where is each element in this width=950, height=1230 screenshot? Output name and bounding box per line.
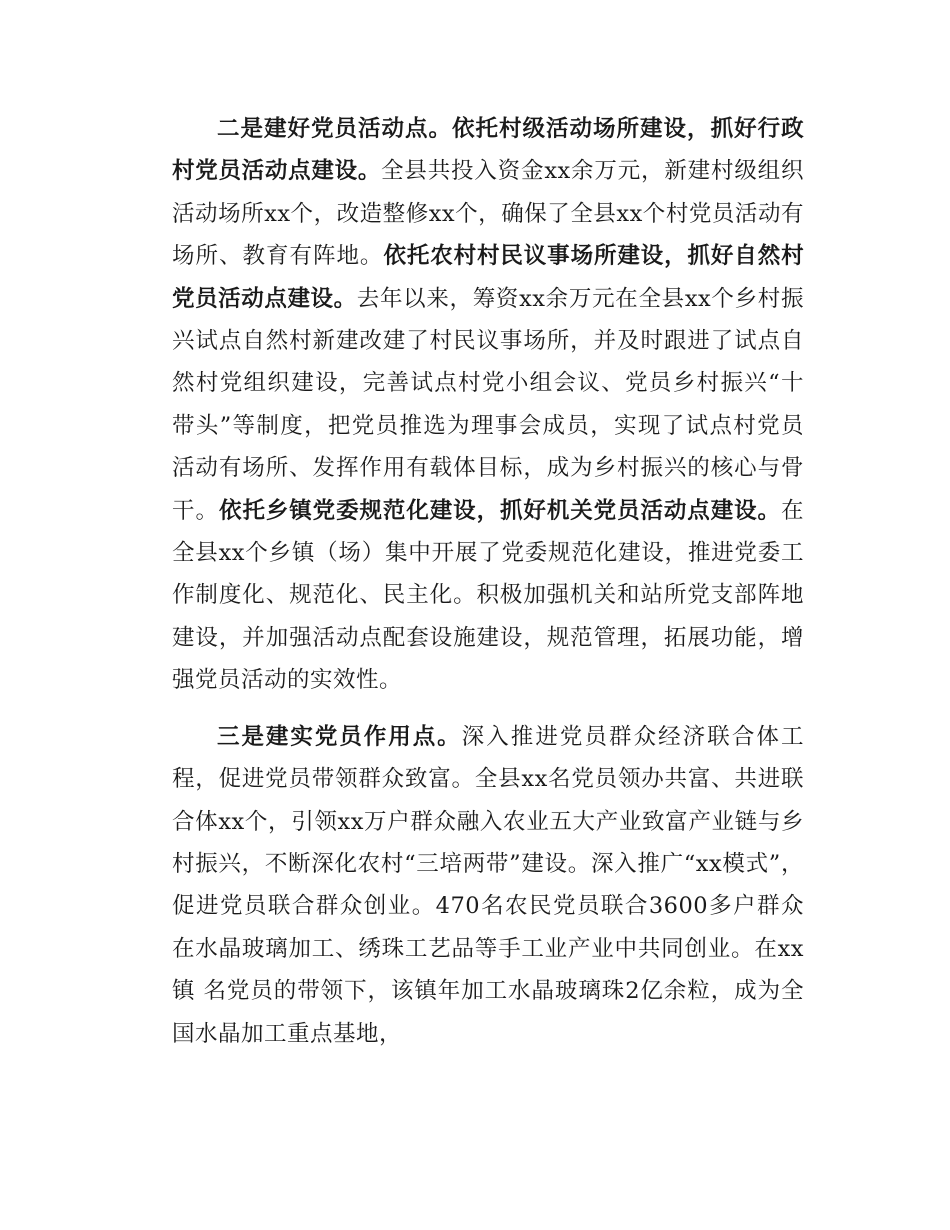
body-text: 去年以来，筹资xx余万元在全县xx个乡村振兴试点自然村新建改建了村民议事场所，并及时跟进了试点自然村党组织建设，完善试点村党小组会议、党员乡村振兴“十带头”等制度，把党员推选为理事会成员，实现了试点村党员活动有场所、发挥作用有载体目标，成为乡村振兴的核心与骨干。: [172, 285, 804, 524]
heading-party-activity-points: 二是建好党员活动点。: [217, 116, 453, 142]
body-text: 在全县xx个乡镇（场）集中开展了党委规范化建设，推进党委工作制度化、规范化、民主化。积极加强机关和站所党支部阵地建设，并加强活动点配套设施建设，规范管理，拓展功能，增强党员活动的实效性。: [172, 497, 804, 694]
subheading-villager-council-venues: 依托农村村民议事场所建设，抓好自然村党员活动点建设。: [172, 243, 804, 312]
document-page: [172, 108, 804, 1055]
body-text: 深入推进党员群众经济联合体工程，促进党员带领群众致富。全县xx名党员领办共富、共进联合体xx个，引领xx万户群众融入农业五大产业致富产业链与乡村振兴，不断深化农村“三培两带”建设。深入推广“xx模式”，促进党员联合群众创业。470名农民党员联合3600多户群众在水晶玻璃加工、绣珠工艺品等手工业产业中共同创业。在xx镇 名党员的带领下，该镇年加工水晶玻璃珠2亿余粒，成为全国水晶加工重点基地，: [172, 723, 804, 1047]
subheading-village-activity-venues: 依托村级活动场所建设，抓好行政村党员活动点建设。: [172, 116, 804, 185]
subheading-township-party-committee: 依托乡镇党委规范化建设，抓好机关党员活动点建设。: [219, 497, 781, 524]
paragraph-party-activity-points: [172, 108, 804, 702]
body-text: 全县共投入资金xx余万元，新建村级组织活动场所xx个，改造整修xx个，确保了全县xx个村党员活动有场所、教育有阵地。: [172, 158, 804, 270]
heading-party-role-points: 三是建实党员作用点。: [217, 723, 462, 750]
paragraph-party-role-points: [172, 716, 804, 1055]
